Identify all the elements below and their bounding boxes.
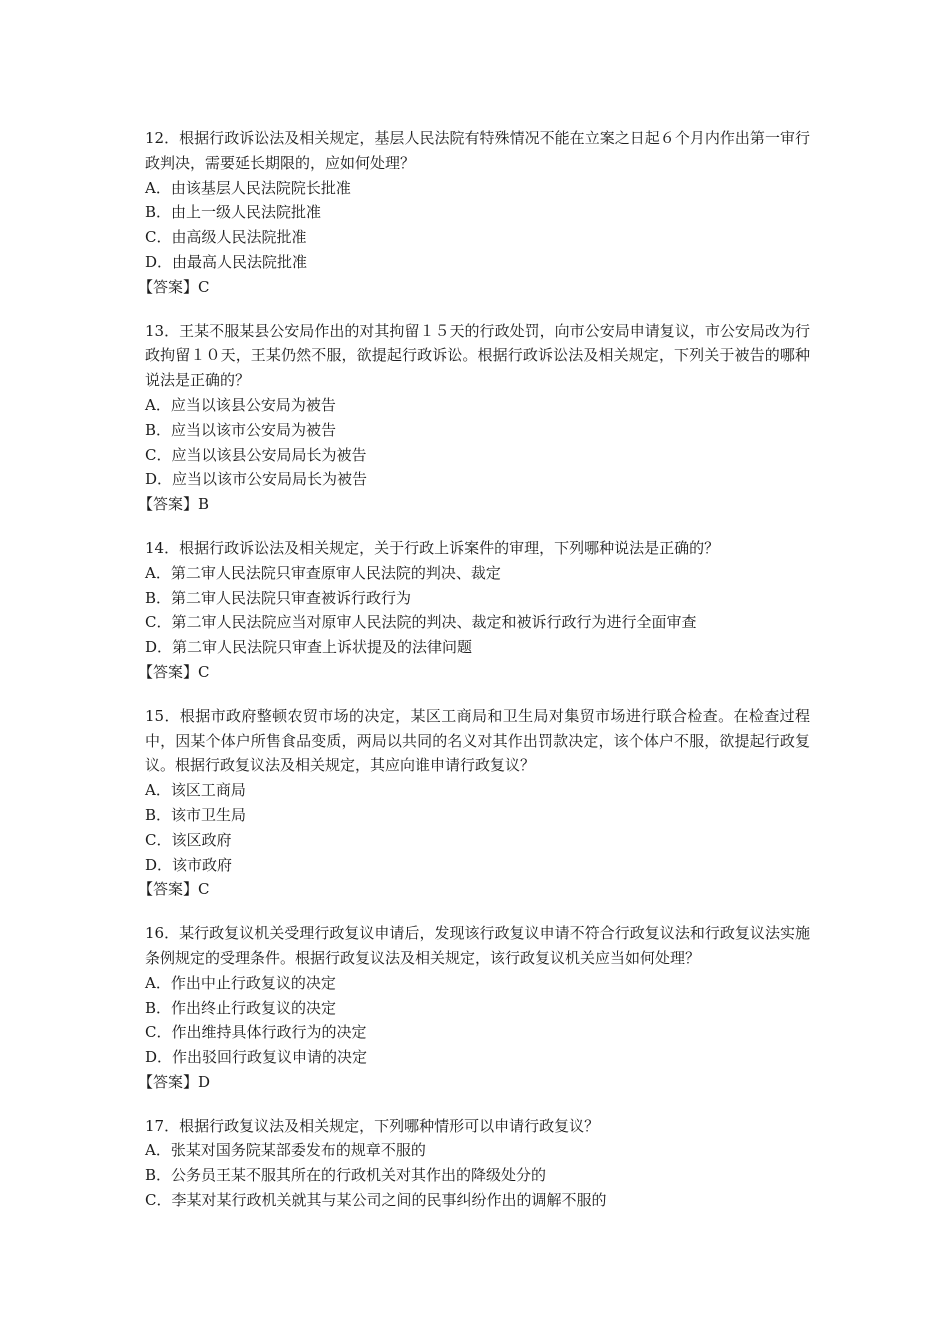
option-c: C．作出维持具体行政行为的决定	[145, 1023, 367, 1042]
question-stem: 15．根据市政府整顿农贸市场的决定，某区工商局和卫生局对集贸市场进行联合检查。在检查过程中，因某个体户所售食品变质，两局以共同的名义对其作出罚款决定，该个体户不服，欲提起行政复议。根据行政复议法及相关规定，其应向谁申请行政复议？	[145, 706, 810, 775]
question-stem: 13．王某不服某县公安局作出的对其拘留１５天的行政处罚，向市公安局申请复议，市公安局改为行政拘留１０天，王某仍然不服，欲提起行政诉讼。根据行政诉讼法及相关规定，下列关于被告的哪种说法是正确的？	[145, 321, 810, 390]
answer-line: 【答案】B	[138, 495, 210, 514]
answer-line: 【答案】D	[138, 1072, 211, 1091]
question-14	[138, 536, 810, 685]
option-b: B．作出终止行政复议的决定	[145, 998, 337, 1017]
option-list	[145, 393, 810, 492]
option-c: C．第二审人民法院应当对原审人民法院的判决、裁定和被诉行政行为进行全面审查	[145, 613, 697, 632]
option-a: A．由该基层人民法院院长批准	[145, 178, 351, 197]
question-17	[145, 1114, 810, 1213]
option-d: D．应当以该市公安局局长为被告	[145, 470, 368, 489]
option-c: C．该区政府	[145, 830, 232, 849]
option-d: D．作出驳回行政复议申请的决定	[145, 1048, 368, 1067]
option-a: A．应当以该县公安局为被告	[145, 395, 336, 414]
option-c: C．应当以该县公安局局长为被告	[145, 445, 367, 464]
question-stem: 12．根据行政诉讼法及相关规定，基层人民法院有特殊情况不能在立案之日起６个月内作出第一审行政判决，需要延长期限的，应如何处理？	[145, 129, 810, 172]
question-13	[138, 319, 810, 517]
option-c: C．由高级人民法院批准	[145, 228, 307, 247]
option-list	[145, 971, 810, 1070]
option-c: C．李某对某行政机关就其与某公司之间的民事纠纷作出的调解不服的	[145, 1191, 607, 1210]
option-b: B．该市卫生局	[145, 805, 247, 824]
option-a: A．作出中止行政复议的决定	[145, 973, 336, 992]
option-d: D．由最高人民法院批准	[145, 252, 308, 271]
question-16	[138, 921, 810, 1095]
option-d: D．第二审人民法院只审查上诉状提及的法律问题	[145, 638, 473, 657]
answer-line: 【答案】C	[138, 662, 210, 681]
option-list	[145, 1138, 810, 1212]
option-list	[145, 561, 810, 660]
option-d: D．该市政府	[145, 855, 233, 874]
option-b: B．应当以该市公安局为被告	[145, 420, 337, 439]
option-a: A．该区工商局	[145, 781, 246, 800]
question-stem: 14．根据行政诉讼法及相关规定，关于行政上诉案件的审理，下列哪种说法是正确的？	[145, 538, 720, 557]
option-b: B．第二审人民法院只审查被诉行政行为	[145, 588, 412, 607]
option-a: A．张某对国务院某部委发布的规章不服的	[145, 1141, 426, 1160]
question-stem: 17．根据行政复议法及相关规定，下列哪种情形可以申请行政复议？	[145, 1116, 600, 1135]
option-b: B．由上一级人民法院批准	[145, 203, 322, 222]
answer-line: 【答案】C	[138, 880, 210, 899]
option-list	[145, 176, 810, 275]
question-12	[138, 126, 810, 300]
question-stem: 16．某行政复议机关受理行政复议申请后，发现该行政复议申请不符合行政复议法和行政复议法实施条例规定的受理条件。根据行政复议法及相关规定，该行政复议机关应当如何处理？	[145, 924, 810, 967]
question-15	[138, 704, 810, 902]
option-list	[145, 778, 810, 877]
option-a: A．第二审人民法院只审查原审人民法院的判决、裁定	[145, 563, 501, 582]
option-b: B．公务员王某不服其所在的行政机关对其作出的降级处分的	[145, 1166, 547, 1185]
question-list	[138, 126, 810, 1232]
answer-line: 【答案】C	[138, 277, 210, 296]
